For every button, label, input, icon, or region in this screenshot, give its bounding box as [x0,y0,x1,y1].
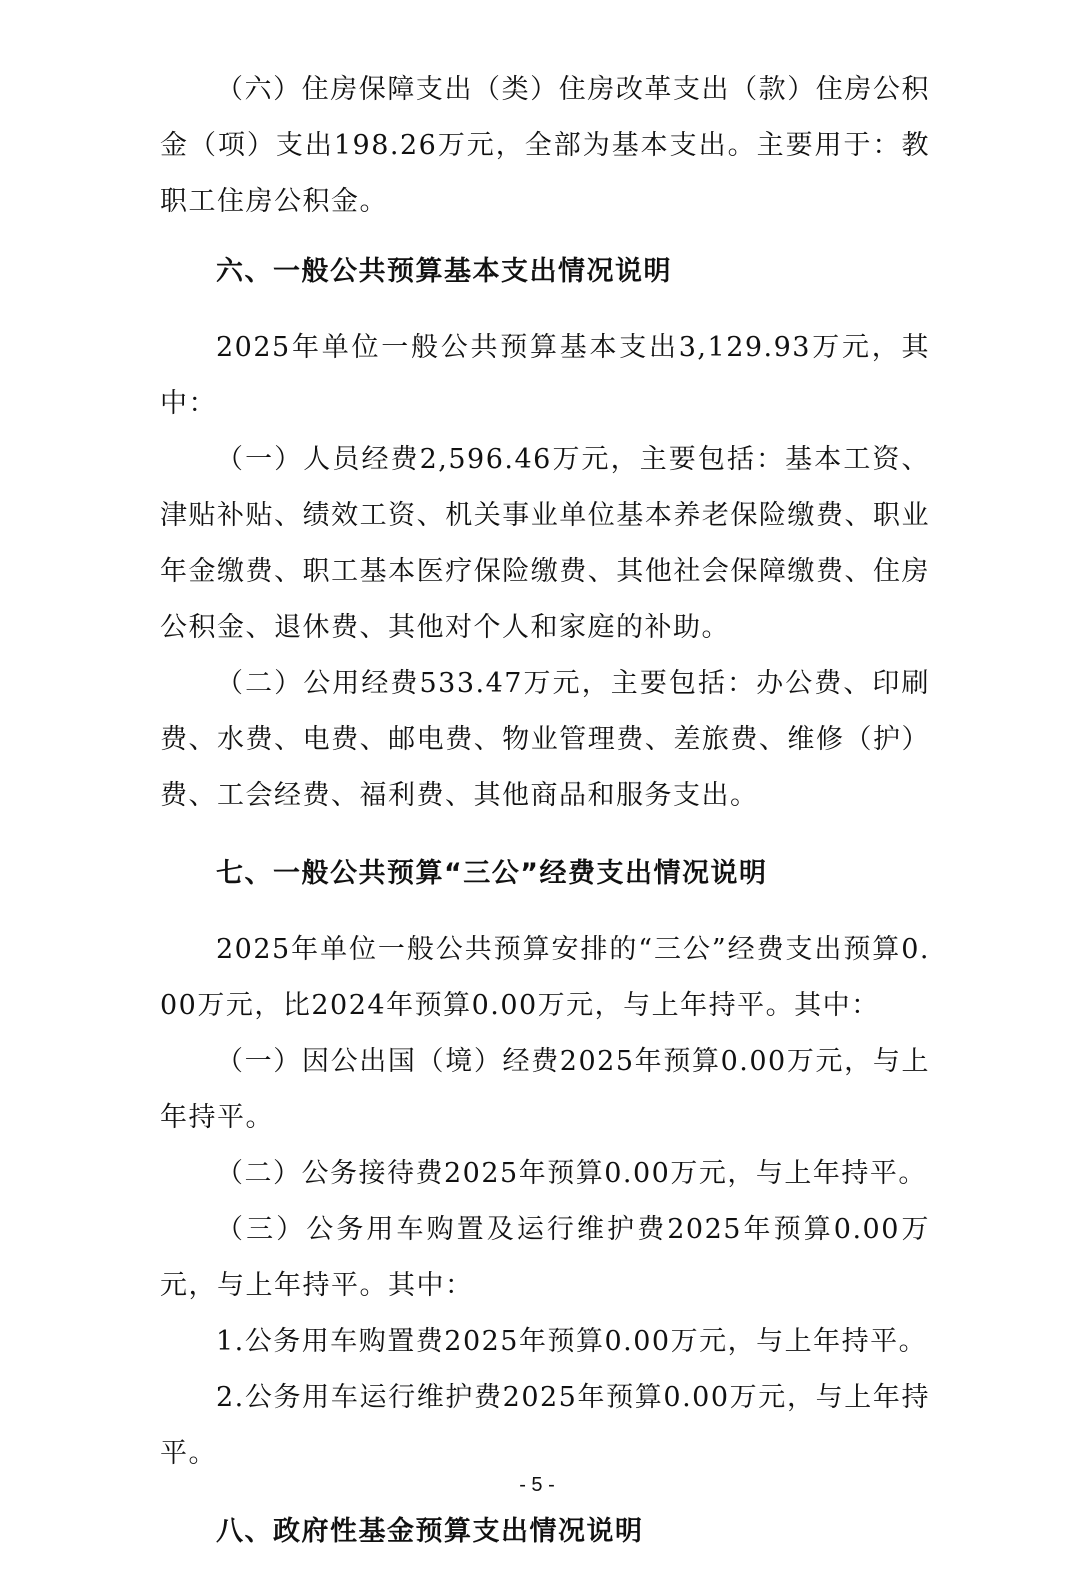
section-heading-basic-expenditure: 六、一般公共预算基本支出情况说明 [216,256,672,287]
paragraph-vehicle-costs: （三）公务用车购置及运行维护费2025年预算0.00万元，与上年持平。其中： [160,1214,930,1301]
paragraph-three-public-total: 2025年单位一般公共预算安排的“三公”经费支出预算0.00万元，比2024年预算0.00万元，与上年持平。其中： [160,934,930,1021]
paragraph-housing-expenditure: （六）住房保障支出（类）住房改革支出（款）住房公积金（项）支出198.26万元，全部为基本支出。主要用于：教职工住房公积金。 [160,74,930,217]
paragraph-vehicle-maintenance: 2.公务用车运行维护费2025年预算0.00万元，与上年持平。 [160,1382,930,1469]
paragraph-personnel-costs: （一）人员经费2,596.46万元，主要包括：基本工资、津贴补贴、绩效工资、机关事业单位基本养老保险缴费、职业年金缴费、职工基本医疗保险缴费、其他社会保障缴费、住房公积金、退休费、其他对个人和家庭的补助。 [160,444,930,643]
page-content [160,62,930,1580]
section-heading-government-fund: 八、政府性基金预算支出情况说明 [216,1516,644,1547]
paragraph-vehicle-purchase: 1.公务用车购置费2025年预算0.00万元，与上年持平。 [216,1326,928,1357]
section-heading-three-public-costs: 七、一般公共预算“三公”经费支出情况说明 [216,858,768,889]
paragraph-overseas-travel: （一）因公出国（境）经费2025年预算0.00万元，与上年持平。 [160,1046,930,1133]
page-number: - 5 - [519,1474,555,1496]
paragraph-reception-costs: （二）公务接待费2025年预算0.00万元，与上年持平。 [216,1158,927,1189]
paragraph-basic-expenditure-total: 2025年单位一般公共预算基本支出3,129.93万元，其中： [160,332,930,419]
paragraph-public-costs: （二）公用经费533.47万元，主要包括：办公费、印刷费、水费、电费、邮电费、物业管理费、差旅费、维修（护）费、工会经费、福利费、其他商品和服务支出。 [160,668,930,811]
